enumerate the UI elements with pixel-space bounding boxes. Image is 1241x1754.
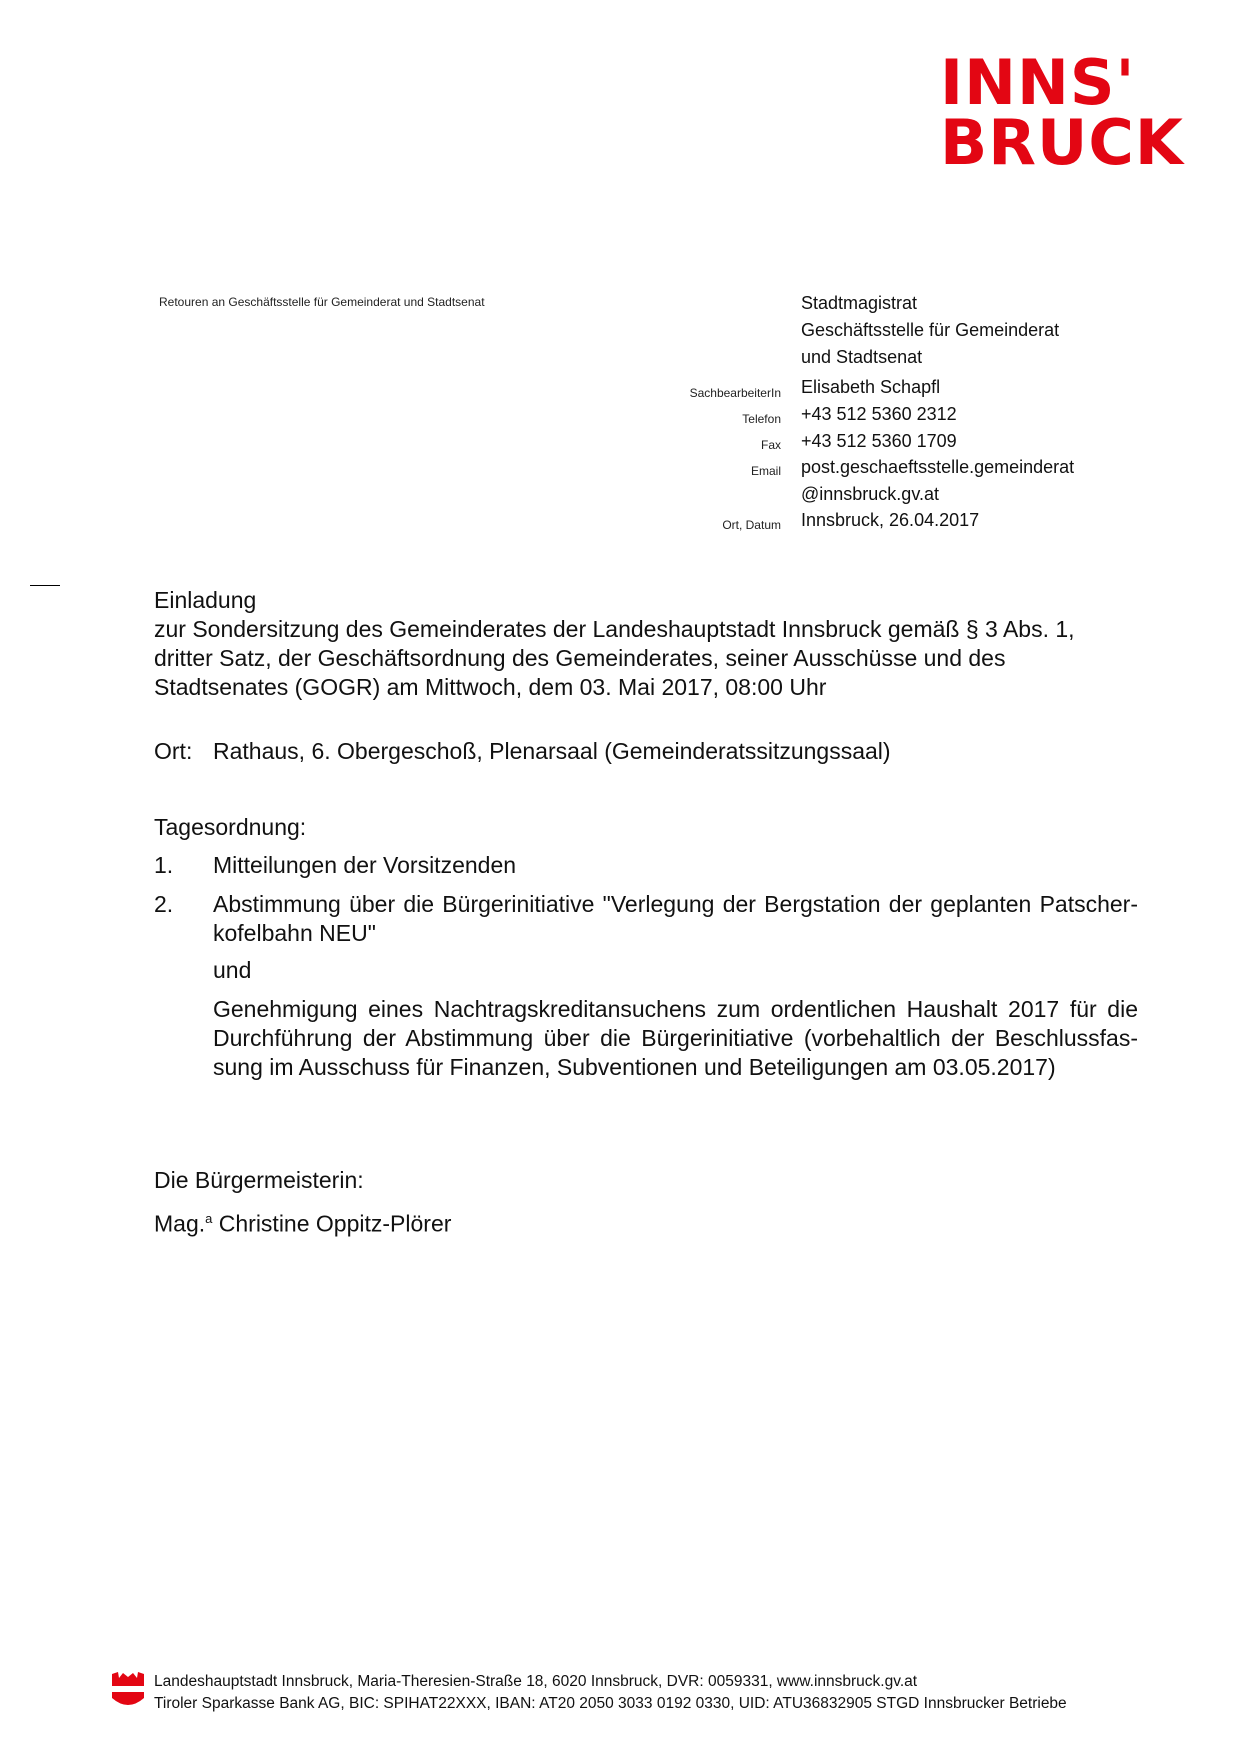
fold-mark: [30, 585, 60, 586]
city-emblem-icon: [111, 1672, 145, 1712]
phone-label: Telefon: [742, 412, 781, 426]
footer-address: Landeshauptstadt Innsbruck, Maria-Theresien-Straße 18, 6020 Innsbruck, DVR: 0059331, www.innsbruck.gv.at: [154, 1673, 918, 1690]
email-value-line-2: @innsbruck.gv.at: [801, 484, 939, 504]
sender-org-line-1: Stadtmagistrat: [801, 293, 918, 313]
agenda-item-1-text: Mitteilungen der Vorsitzenden: [213, 852, 517, 878]
agenda-item-2-number: 2.: [154, 891, 174, 917]
signature-name: Christine Oppitz-Plörer: [218, 1210, 452, 1237]
signature-title-superscript: a: [205, 1211, 213, 1226]
location-value: Rathaus, 6. Obergeschoß, Plenarsaal (Gemeinderatssitzungssaal): [213, 738, 891, 764]
location-label: Ort:: [154, 738, 193, 764]
phone-value: +43 512 5360 2312: [801, 404, 957, 424]
return-address: Retouren an Geschäftsstelle für Gemeinderat und Stadtsenat: [159, 295, 485, 309]
date-label: Ort, Datum: [722, 518, 781, 532]
fax-label: Fax: [760, 438, 781, 452]
email-label: Email: [750, 464, 781, 478]
footer-bank: Tiroler Sparkasse Bank AG, BIC: SPIHAT22XXX, IBAN: AT20 2050 3033 0192 0330, UID: ATU36832905 STGD Innsbrucker Betriebe: [154, 1695, 1067, 1712]
clerk-value: Elisabeth Schapfl: [801, 377, 941, 397]
signature-name-line: [154, 1204, 451, 1239]
invitation-line-3: Stadtsenates (GOGR) am Mittwoch, dem 03. Mai 2017, 08:00 Uhr: [154, 674, 827, 700]
agenda-item-2-text: Abstimmung über die Bürgerinitiative "Verlegung der Bergstation der geplanten Patscher-kofelbahn NEU": [213, 891, 1138, 946]
agenda-approval-text: Genehmigung eines Nachtragskreditansuchens zum ordentlichen Haushalt 2017 für die Durchführung der Abstimmung über die Bürgerinitiative (vorbehaltlich der Beschlussfas-sung im Ausschuss für Finanzen, Subventionen und Beteiligungen am 03.05.2017): [213, 996, 1138, 1080]
agenda-connector: und: [213, 957, 252, 983]
fax-value: +43 512 5360 1709: [801, 431, 957, 451]
signature-role: Die Bürgermeisterin:: [154, 1167, 364, 1193]
sender-org-line-3: und Stadtsenat: [801, 347, 923, 367]
date-value: Innsbruck, 26.04.2017: [801, 510, 980, 530]
logo-line-2: BRUCK: [940, 106, 1184, 179]
clerk-label: SachbearbeiterIn: [689, 386, 781, 400]
innsbruck-logo: [940, 46, 1185, 179]
invitation-line-2: dritter Satz, der Geschäftsordnung des Gemeinderates, seiner Ausschüsse und des: [154, 645, 1006, 671]
agenda-heading: Tagesordnung:: [154, 814, 307, 840]
invitation-heading: Einladung: [154, 587, 257, 613]
sender-org-line-2: Geschäftsstelle für Gemeinderat: [801, 320, 1060, 340]
logo-line-1: INNS': [940, 46, 1136, 119]
signature-title: Mag.: [154, 1210, 206, 1237]
email-value-line-1: post.geschaeftsstelle.gemeinderat: [801, 457, 1075, 477]
invitation-line-1: zur Sondersitzung des Gemeinderates der Landeshauptstadt Innsbruck gemäß § 3 Abs. 1,: [154, 616, 1075, 642]
agenda-item-1-number: 1.: [154, 852, 174, 878]
